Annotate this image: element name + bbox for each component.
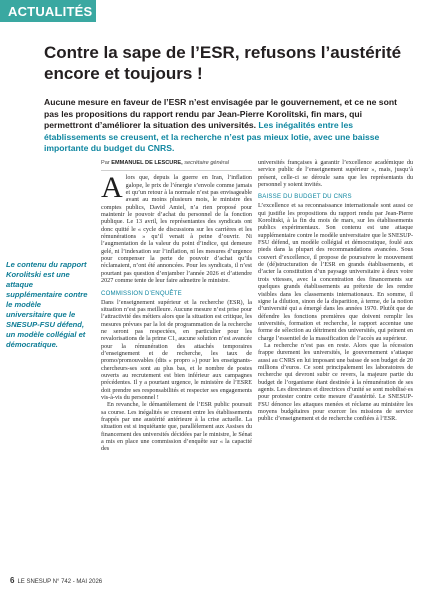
byline bbox=[101, 160, 252, 167]
section-rubric: ACTUALITÉS bbox=[0, 0, 96, 22]
issue-label: LE SNESUP N° 742 - MAI 2026 bbox=[17, 579, 103, 585]
paragraph: La recherche n’est pas en reste. Alors que la récession frappe durement les universités, le gouvernement s’attaque aussi au CNRS en lui imposant une baisse de son budget de 20 millions d’euros. Ce sont principalement les laboratoires de recherche qui devront subir ce revers, la majeure partie du budget de l’organisme étant destinée à la rémunération de ses agents. Les directeurs et directrices d’unité se sont mobilisé·es pour protester contre cette mesure d’austérité. Le SNESUP-FSU dénonce les attaques menées et réclame au ministère les moyens budgétaires pour exercer les missions de service public d’enseignement et de recherche confiées à l’ESR. bbox=[258, 342, 413, 423]
paragraph bbox=[101, 171, 252, 285]
lead-part-1: Aucune mesure en faveur de l’ESR n’est envisagée par le gouvernement, et ce ne sont pas les propositions du rapport rendu par Jean-Pierre Korolitski, fin mars, qui permettront d’améliorer la situation des universités. bbox=[44, 97, 397, 131]
paragraph: Dans l’enseignement supérieur et la recherche (ESR), la situation n’est pas meilleure. Aucune mesure n’est prise pour l’attractivité des métiers alors que la situation est critique, les mesures prévues par la loi de programmation de la recherche ne seront pas respectées, en particulier pour les revalorisations de la prime C1, aucune solution n’est avancée pour la rémunération des attachés temporaires d’enseignement et de recherche, les taux de promo/promouvables (dits « propro ») pour les enseignants-chercheurs-ses sont au plus bas, et le nombre de postes ouverts au recrutement est bien inférieur aux campagnes précédentes. Il y a pourtant urgence, le ministère de l’ESRE doit prendre ses responsabilités et respecter ses engagements vis-à-vis du personnel ! bbox=[101, 299, 252, 401]
subheading: BAISSE DU BUDGET DU CNRS bbox=[258, 193, 352, 201]
paragraph: L’excellence et sa reconnaissance internationale sont aussi ce qui justifie les propositions du rapport rendu par Jean-Pierre Korolitski, à la fin du mois de mars, sur les établissements publics expérimentaux. Son contenu est une attaque supplémentaire contre le modèle universitaire que le SNESUP-FSU défend, un modèle collégial et démocratique, foulé aux pieds dans la plupart des recommandations avancées. Sous couvert d’excellence, il propose de poursuivre le mouvement de (dé)structuration de l’ESR en grands établissements, et d’acter la constitution d’un paysage universitaire à deux voire trois vitesses, avec la concentration des financements sur quelques grands établissements au prétexte de les rendre visibles dans les classements internationaux. En somme, il signe la dilution, sinon de la disparition, à terme, de la notion d’université qui a émergé dans les années 1970. Plutôt que de défendre les fonctions premières que doivent remplir les universités, formation et recherche, le rapport accentue une forme de sélection au détriment des universités, qui peinent en charge l’essentiel de la massification de l’accès au supérieur. bbox=[258, 203, 414, 342]
page-number: 6 bbox=[10, 576, 15, 585]
byline-role: secrétaire général bbox=[182, 160, 229, 166]
paragraph: universités françaises à garantir l’excellence académique du service public de l’enseignement supérieur », mais, jusqu’à présent, celle-ci se déroule sans que les représentants du personnel y soient invités. bbox=[258, 160, 413, 189]
paragraph: En revanche, le démantèlement de l’ESR public poursuit sa course. Les inégalités se creusent entre les établissements frappés par une austérité antérieure à la crise actuelle. La situation est si inquiétante que, parallèlement aux Assises du financement des universités décidées par le ministre, le Sénat a mis en place une commission d’enquête sur « la capacité des bbox=[101, 402, 252, 453]
article-headline bbox=[44, 42, 404, 84]
headline-bold: Contre la sape de l’ESR, bbox=[44, 43, 240, 62]
column-right bbox=[258, 160, 413, 424]
subheading: COMMISSION D’ENQUÊTE bbox=[101, 289, 182, 297]
byline-divider bbox=[101, 170, 252, 171]
headline-rest: refusons l’austérité encore et toujours ! bbox=[44, 43, 402, 83]
byline-author: EMMANUEL DE LESCURE, bbox=[111, 160, 183, 166]
pull-quote: Le contenu du rapport Korolitski est une attaque supplémentaire contre le modèle universitaire que le SNESUP-FSU défend, un modèle collégial et démocratique. bbox=[6, 260, 88, 349]
byline-prefix: Par bbox=[101, 160, 112, 166]
lead-part-2: Les inégalités entre les établissements se creusent, et la recherche n’est pas mieux lotie, avec une baisse importante du budget du CNRS. bbox=[44, 120, 380, 154]
article-lead bbox=[44, 97, 410, 155]
drop-cap: A bbox=[101, 171, 123, 205]
page-footer bbox=[10, 576, 102, 585]
paragraph-text: lors que, depuis la guerre en Iran, l’inflation galope, le prix de l’énergie s’envole comme jamais et qu’un retour à la normale n’est pas envisageable avant au moins plusieurs mois, le ministre des comptes publics, David Amiel, n’a rien proposé pour maintenir le pouvoir d’achat du personnel de la fonction publique. Le 13 avril, les représentantes des syndicats ont donc quitté le « cycle de discussions sur les carrières et les rémunérations » qu’il venait à peine d’ouvrir. Ni l’augmentation de la valeur du point d’indice, qui demeure gelé, ni l’indexation sur l’inflation, ni les mesures d’urgence pour compenser la perte de pouvoir d’achat qu’ils réclamaient, n’ont été annoncées. Pour les syndicats, il n’est pourtant pas question d’enjamber l’année 2026 et d’attendre 2027 comme tente de leur faire admettre le ministre. bbox=[101, 175, 252, 285]
column-left bbox=[101, 160, 252, 454]
